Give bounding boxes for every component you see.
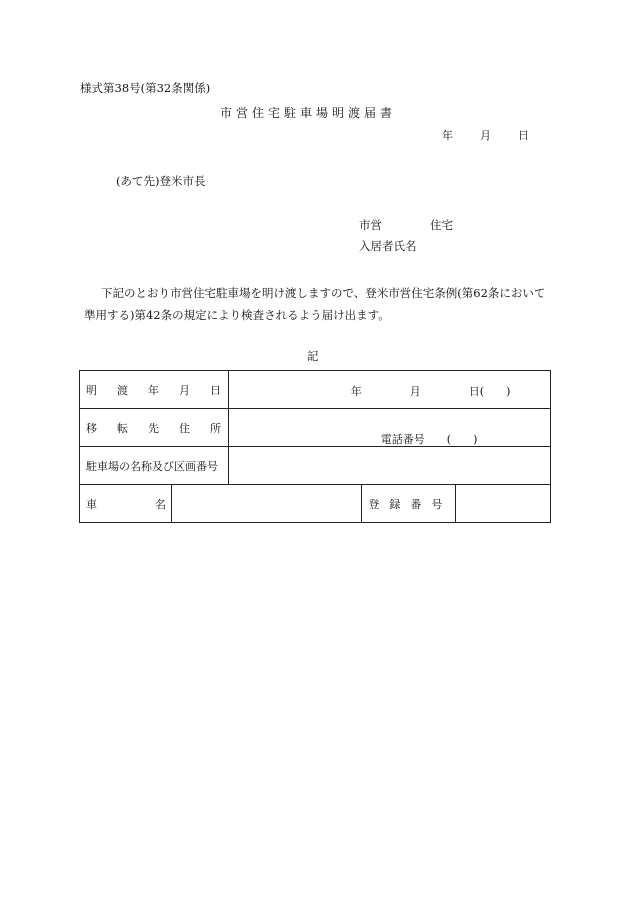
record-table	[79, 370, 551, 523]
new-address-label: 移 転 先 住 所	[80, 409, 229, 447]
surrender-day-label: 日( )	[468, 385, 511, 398]
new-address-field[interactable]	[228, 409, 550, 447]
document-title: 市営住宅駐車場明渡届書	[220, 106, 397, 120]
parking-label: 駐車場の名称及び区画番号	[80, 447, 229, 485]
body-line-2: 準用する)第42条の規定により検査されるよう届け出ます。	[84, 308, 390, 322]
row-surrender-date	[80, 371, 551, 409]
date-year-label: 年	[442, 129, 453, 142]
phone-label: 電話番号 ( )	[380, 433, 478, 446]
surrender-year-label: 年	[350, 385, 362, 398]
row-new-address	[80, 409, 551, 447]
surrender-date-label: 明 渡 年 月 日	[80, 371, 229, 409]
ki-heading: 記	[307, 349, 319, 363]
date-month-label: 月	[480, 129, 491, 142]
parking-field[interactable]	[228, 447, 550, 485]
housing-suffix: 住宅	[430, 218, 453, 232]
addressee: (あて先)登米市長	[116, 174, 206, 188]
car-name-field[interactable]	[171, 485, 361, 523]
registration-field[interactable]	[456, 485, 551, 523]
form-code: 様式第38号(第32条関係)	[80, 81, 211, 95]
body-paragraph	[80, 282, 555, 326]
date-day-label: 日	[518, 129, 529, 142]
submission-date	[442, 127, 529, 143]
housing-prefix: 市営	[359, 218, 382, 232]
body-line-1: 下記のとおり市営住宅駐車場を明け渡しますので、登米市営住宅条例(第62条において	[101, 286, 546, 300]
registration-label: 登 録 番 号	[362, 485, 456, 523]
resident-name-label: 入居者氏名	[359, 239, 417, 253]
row-parking	[80, 447, 551, 485]
surrender-month-label: 月	[409, 385, 421, 398]
car-name-label: 車 名	[80, 485, 172, 523]
applicant-housing	[359, 217, 453, 233]
surrender-date-field[interactable]	[228, 371, 550, 409]
row-vehicle	[80, 485, 551, 523]
